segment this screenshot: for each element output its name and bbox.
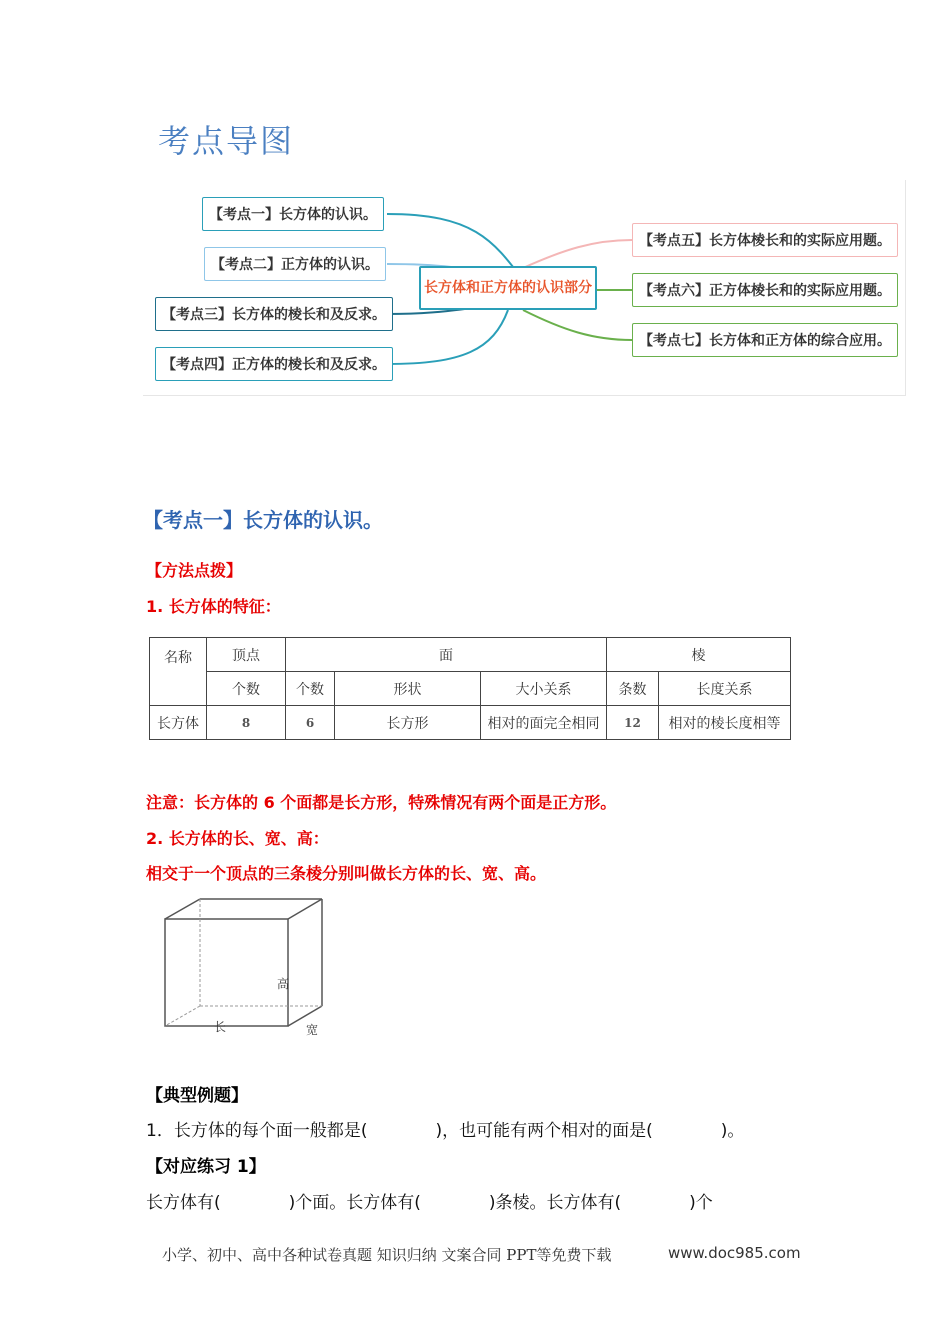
practice-label: 【对应练习 1】 <box>146 1157 266 1177</box>
point-2-desc: 相交于一个顶点的三条棱分别叫做长方体的长、宽、高。 <box>146 864 547 883</box>
subheader-edge-count: 条数 <box>607 672 659 706</box>
row-edge-count: 12 <box>607 706 659 740</box>
mind-map-node-4: 【考点四】正方体的棱长和及反求。 <box>155 347 393 381</box>
label-height: 高 <box>277 977 290 991</box>
row-face-count: 6 <box>286 706 335 740</box>
cuboid-figure <box>160 893 330 1043</box>
label-length: 长 <box>214 1020 227 1034</box>
row-length: 相对的棱长度相等 <box>659 706 791 740</box>
practice-1: 长方体有( )个面。长方体有( )条棱。长方体有( )个 <box>146 1193 713 1213</box>
row-size: 相对的面完全相同 <box>481 706 607 740</box>
mind-map-center: 长方体和正方体的认识部分 <box>419 266 597 310</box>
example-1: 1．长方体的每个面一般都是( )，也可能有两个相对的面是( )。 <box>146 1121 745 1141</box>
page-title: 考点导图 <box>158 122 295 160</box>
mind-map-node-3: 【考点三】长方体的棱长和及反求。 <box>155 297 393 331</box>
point-1-heading: 1. 长方体的特征： <box>146 597 281 616</box>
section-title: 【考点一】长方体的认识。 <box>143 508 383 532</box>
header-vertex: 顶点 <box>207 638 286 672</box>
header-face: 面 <box>286 638 607 672</box>
mind-map <box>143 180 906 396</box>
header-edge: 棱 <box>607 638 791 672</box>
mind-map-node-7: 【考点七】长方体和正方体的综合应用。 <box>632 323 898 357</box>
mind-map-node-6: 【考点六】正方体棱长和的实际应用题。 <box>632 273 898 307</box>
mind-map-node-1: 【考点一】长方体的认识。 <box>202 197 384 231</box>
row-vertex: 8 <box>207 706 286 740</box>
row-name: 长方体 <box>150 706 207 740</box>
footer-url[interactable]: www.doc985.com <box>668 1244 801 1262</box>
label-width: 宽 <box>306 1023 319 1037</box>
row-shape: 长方形 <box>335 706 481 740</box>
cuboid-features-table <box>149 637 791 740</box>
example-label: 【典型例题】 <box>146 1086 248 1106</box>
note: 注意：长方体的 6 个面都是长方形，特殊情况有两个面是正方形。 <box>146 793 617 812</box>
subheader-face-count: 个数 <box>286 672 335 706</box>
mind-map-node-5: 【考点五】长方体棱长和的实际应用题。 <box>632 223 898 257</box>
subheader-length: 长度关系 <box>659 672 791 706</box>
subheader-shape: 形状 <box>335 672 481 706</box>
point-2-heading: 2. 长方体的长、宽、高： <box>146 829 329 848</box>
subheader-size: 大小关系 <box>481 672 607 706</box>
header-name: 名称 <box>150 638 207 706</box>
subheader-vertex-count: 个数 <box>207 672 286 706</box>
footer-text: 小学、初中、高中各种试卷真题 知识归纳 文案合同 PPT等免费下载 <box>162 1246 612 1264</box>
method-label: 【方法点拨】 <box>146 561 243 580</box>
mind-map-node-2: 【考点二】正方体的认识。 <box>204 247 386 281</box>
